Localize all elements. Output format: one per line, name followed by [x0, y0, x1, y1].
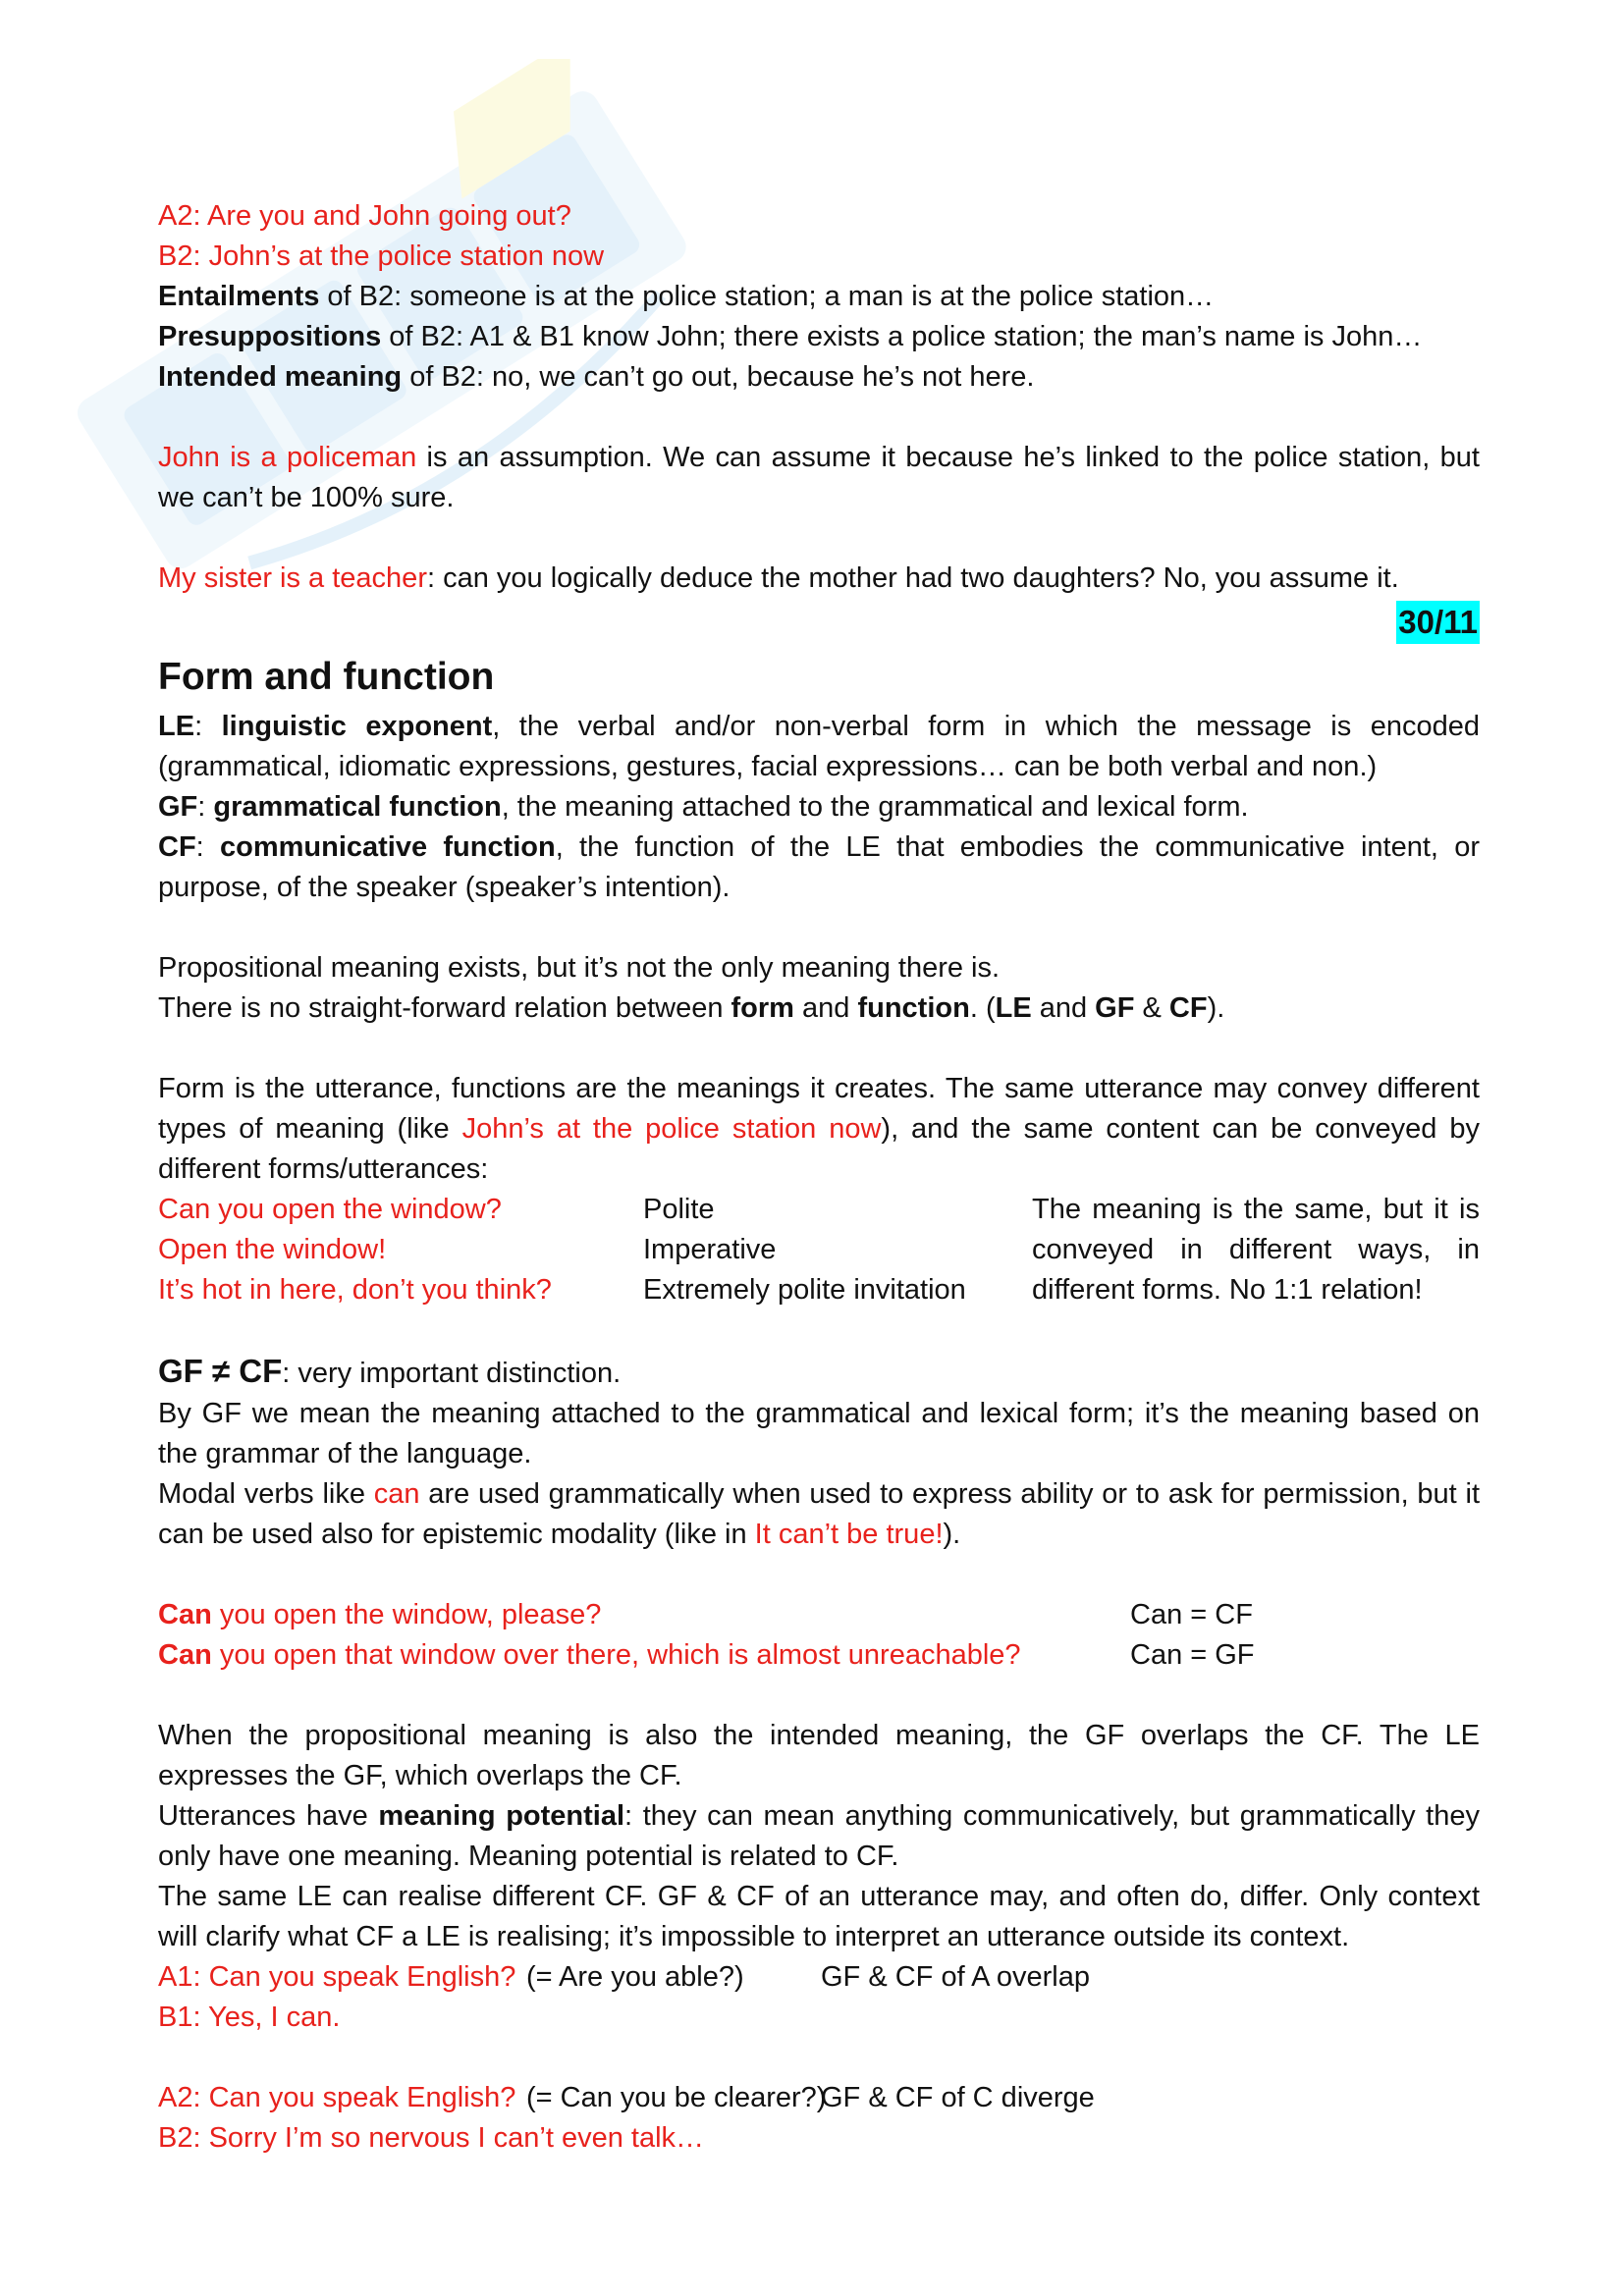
examples-table [158, 1190, 1480, 1310]
can-example-label: Can = GF [1130, 1639, 1255, 1671]
document-page [158, 196, 1480, 2159]
can-example-row: Can you open that window over there, which is almost unreachable? Can = GF [158, 1635, 1480, 1676]
dialogue-row: A1: Can you speak English? (= Are you able?) GF & CF of A overlap [158, 1961, 1090, 1993]
table-row-type: Imperative [643, 1234, 777, 1265]
can-example-row: Can you open the window, please? Can = CF [158, 1595, 1480, 1635]
assumption-paragraph: John is a policeman is an assumption. We can assume it because he’s linked to the police station, but we can’t be 100% sure. [158, 442, 1480, 513]
table-note: The meaning is the same, but it is conveyed in different ways, in different forms. No 1:1 relation! [1032, 1194, 1480, 1306]
gf-cf-paragraph-1: By GF we mean the meaning attached to the grammatical and lexical form; it’s the meaning based on the grammar of the language. [158, 1398, 1480, 1469]
gf-cf-heading: GF ≠ CF: very important distinction. [158, 1353, 622, 1389]
assumption-question: My sister is a teacher: can you logically deduce the mother had two daughters? No, you assume it. [158, 562, 1399, 594]
table-row-utterance: Open the window! [158, 1234, 387, 1265]
definition-le: LE: linguistic exponent, the verbal and/or non-verbal form in which the message is encoded (grammatical, idiomatic expressions, gestures, facial expressions… can be both verbal and non.) [158, 711, 1480, 782]
table-row-type: Polite [643, 1194, 715, 1225]
gf-cf-paragraph-2: Modal verbs like can are used grammatically when used to express ability or to ask for permission, but it can be used also for epistemic modality (like in It can’t be true!). [158, 1478, 1481, 1550]
dialogue-line-b1: B1: Yes, I can. [158, 2002, 341, 2033]
dialogue-line-b2: B2: John’s at the police station now [158, 240, 605, 272]
intended-meaning-line: Intended meaning of B2: no, we can’t go out, because he’s not here. [158, 361, 1035, 393]
meaning-paragraph-3: The same LE can realise different CF. GF & CF of an utterance may, and often do, differ. Only context will clarify what CF a LE is realising; it’s impossible to interpret an utterance outside its context. [158, 1881, 1480, 1952]
meaning-paragraph-2: Utterances have meaning potential: they can mean anything communicatively, but grammatically they only have one meaning. Meaning potential is related to CF. [158, 1800, 1480, 1872]
meaning-paragraph-1: When the propositional meaning is also the intended meaning, the GF overlaps the CF. The LE expresses the GF, which overlaps the CF. [158, 1720, 1480, 1791]
section-title: Form and function [158, 656, 495, 698]
table-row-utterance: Can you open the window? [158, 1194, 502, 1225]
presuppositions-line: Presuppositions of B2: A1 & B1 know John; there exists a police station; the man’s name is John… [158, 321, 1423, 352]
can-example-label: Can = CF [1130, 1599, 1253, 1630]
table-row-utterance: It’s hot in here, don’t you think? [158, 1274, 552, 1306]
propositional-line-1: Propositional meaning exists, but it’s not the only meaning there is. [158, 952, 1001, 984]
date-label: 30/11 [1396, 601, 1480, 644]
dialogue-line-b2-final: B2: Sorry I’m so nervous I can’t even talk… [158, 2122, 705, 2154]
definition-cf: CF: communicative function, the function of the LE that embodies the communicative intent, or purpose, of the speaker (speaker’s intention). [158, 831, 1481, 903]
definition-gf: GF: grammatical function, the meaning attached to the grammatical and lexical form. [158, 791, 1249, 823]
form-paragraph: Form is the utterance, functions are the meanings it creates. The same utterance may convey different types of meaning (like John’s at the police station now), and the same content can be conveyed by different forms/utterances: [158, 1073, 1480, 1185]
dialogue-row: A2: Can you speak English? (= Can you be clearer?) GF & CF of C diverge [158, 2082, 1095, 2113]
propositional-line-2: There is no straight-forward relation between form and function. (LE and GF & CF). [158, 992, 1225, 1024]
entailments-line: Entailments of B2: someone is at the police station; a man is at the police station… [158, 281, 1215, 312]
table-row-type: Extremely polite invitation [643, 1274, 966, 1306]
dialogue-line-a2: A2: Are you and John going out? [158, 200, 571, 232]
